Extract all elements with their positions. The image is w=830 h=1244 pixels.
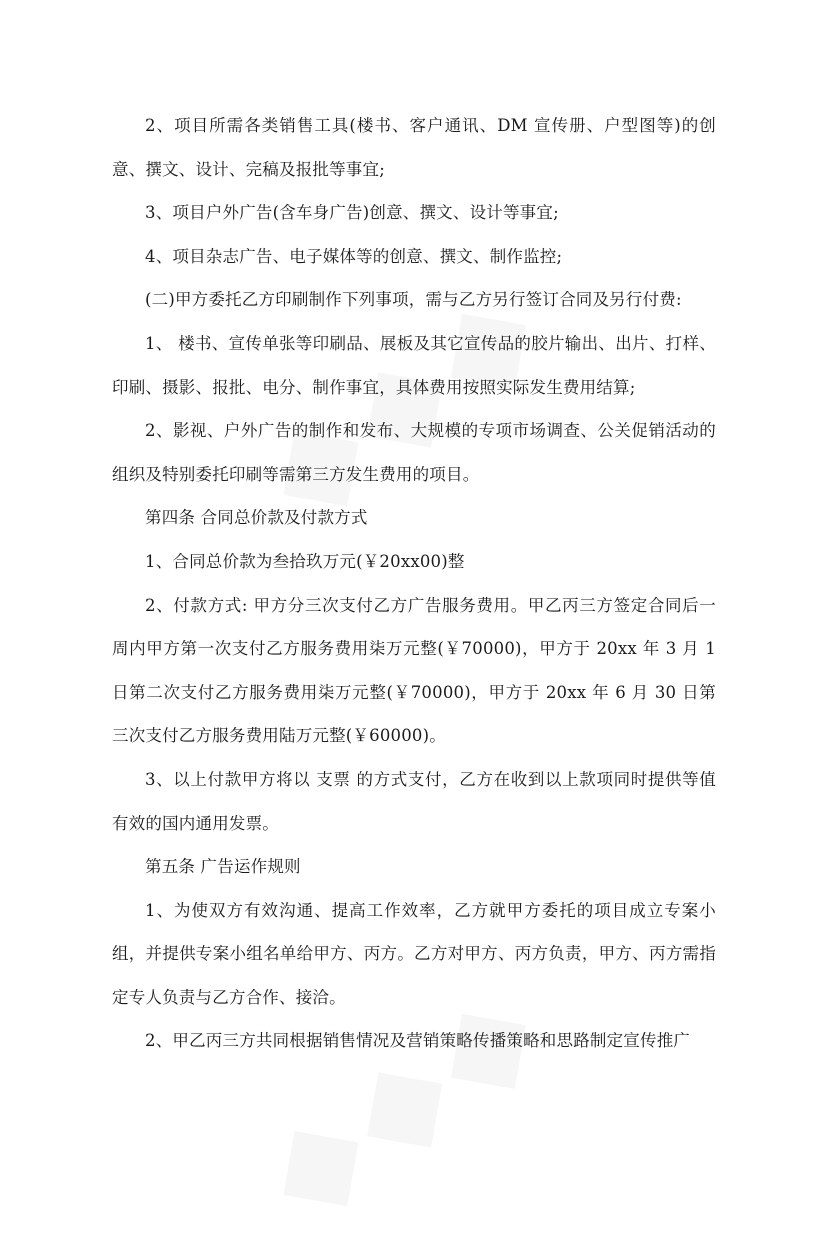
paragraph-printing: 1、 楼书、宣传单张等印刷品、展板及其它宣传品的胶片输出、出片、打样、印刷、摄影、报批、电分、制作事宜，具体费用按照实际发生费用结算; bbox=[112, 333, 716, 397]
paragraph-magazine-ads: 4、项目杂志广告、电子媒体等的创意、撰文、制作监控; bbox=[145, 246, 563, 266]
paragraph-total-price: 1、合同总价款为叁拾玖万元(￥20xx00)整 bbox=[145, 551, 465, 571]
paragraph-outdoor-ads: 3、项目户外广告(含车身广告)创意、撰文、设计等事宜; bbox=[145, 203, 559, 223]
paragraph-invoice: 3、以上付款甲方将以 支票 的方式支付，乙方在收到以上款项同时提供等值有效的国内通用发票。 bbox=[112, 769, 716, 833]
document-body bbox=[112, 104, 716, 1063]
paragraph-promotion-plan: 2、甲乙丙三方共同根据销售情况及营销策略传播策略和思路制定宣传推广 bbox=[145, 1031, 691, 1051]
paragraph-section-two-heading: (二)甲方委托乙方印刷制作下列事项，需与乙方另行签订合同及另行付费: bbox=[145, 290, 682, 310]
article-four-heading: 第四条 合同总价款及付款方式 bbox=[145, 508, 368, 528]
article-five-heading: 第五条 广告运作规则 bbox=[145, 857, 301, 877]
paragraph-third-party: 2、影视、户外广告的制作和发布、大规模的专项市场调查、公关促销活动的组织及特别委托印刷等需第三方发生费用的项目。 bbox=[112, 421, 716, 484]
paragraph-project-team: 1、为使双方有效沟通、提高工作效率，乙方就甲方委托的项目成立专案小组，并提供专案小组名单给甲方、丙方。乙方对甲方、丙方负责，甲方、丙方需指定专人负责与乙方合作、接洽。 bbox=[112, 900, 716, 1007]
paragraph-payment-method: 2、付款方式: 甲方分三次支付乙方广告服务费用。甲乙丙三方签定合同后一周内甲方第一次支付乙方服务费用柒万元整(￥70000)，甲方于 20xx 年 3 月 1 日第二次支付乙方服务费用柒万元整(￥70000)，甲方于 20xx 年 6 月 30 日第三次支付乙方服务费用陆万元整(￥60000)。 bbox=[112, 595, 716, 746]
paragraph-sales-tools: 2、项目所需各类销售工具(楼书、客户通讯、DM 宣传册、户型图等)的创 意、撰文、设计、完稿及报批等事宜; bbox=[112, 116, 716, 179]
